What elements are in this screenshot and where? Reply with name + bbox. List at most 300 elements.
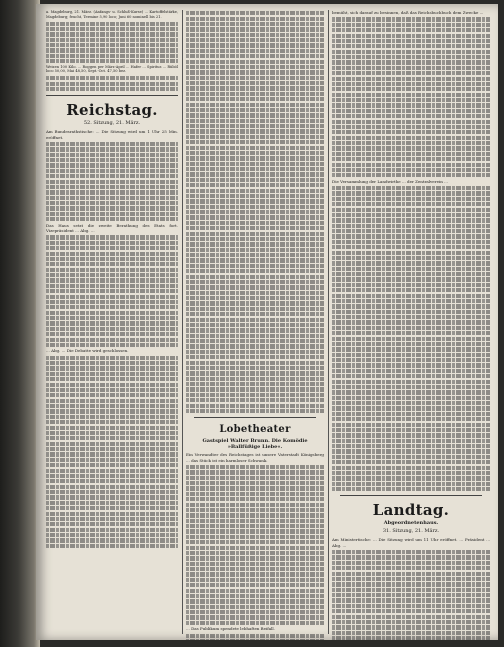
text-line — [332, 277, 490, 281]
text-line — [46, 388, 178, 392]
text-line — [46, 409, 178, 413]
text-line — [186, 162, 324, 166]
text-line — [332, 17, 490, 21]
text-line — [186, 350, 324, 354]
text-line — [186, 17, 324, 21]
text-line — [186, 11, 324, 15]
landtag-session: 31. Sitzung, 21. März. — [382, 528, 440, 535]
text-line — [46, 185, 178, 189]
column-3 — [332, 10, 490, 640]
text-line — [332, 428, 490, 432]
text-line — [332, 315, 490, 319]
text-line — [186, 497, 324, 501]
text-line — [46, 321, 178, 325]
text-line — [332, 385, 490, 389]
text-line — [332, 103, 490, 107]
text-line — [332, 87, 490, 91]
text-line — [186, 355, 324, 359]
text-line — [332, 125, 490, 129]
text-line — [186, 572, 324, 576]
text-line — [186, 476, 324, 480]
text-line — [186, 178, 324, 182]
text-line — [332, 240, 490, 244]
text-line — [186, 328, 324, 332]
text-line — [332, 566, 490, 570]
text-line — [46, 241, 178, 245]
text-line — [332, 256, 490, 260]
text-line — [186, 65, 324, 69]
text-line — [46, 32, 178, 36]
text-line — [186, 398, 324, 402]
text-line — [186, 307, 324, 311]
text-line — [332, 396, 490, 400]
theater-review-paragraph-2: ... Das Publikum spendete lebhaften Beifall. — [186, 626, 275, 632]
text-line — [332, 555, 490, 559]
text-line — [46, 268, 178, 272]
text-line — [46, 361, 178, 365]
text-line — [186, 27, 324, 31]
text-line — [186, 377, 324, 381]
text-line — [332, 251, 490, 255]
text-line — [332, 109, 490, 113]
text-line — [46, 517, 178, 521]
text-line — [186, 275, 324, 279]
text-line — [46, 82, 178, 86]
text-line — [46, 501, 178, 505]
text-line — [46, 383, 178, 387]
text-line — [46, 235, 178, 239]
reichstag-heading: Reichstag. — [66, 101, 158, 120]
text-line — [186, 605, 324, 609]
text-line — [186, 465, 324, 469]
text-line — [186, 232, 324, 236]
text-line — [46, 257, 178, 261]
text-line — [186, 594, 324, 598]
text-line — [332, 294, 490, 298]
text-line — [332, 326, 490, 330]
text-line — [332, 304, 490, 308]
text-line — [46, 327, 178, 331]
text-line — [46, 22, 178, 26]
text-line — [332, 245, 490, 249]
text-line — [332, 455, 490, 459]
divider — [46, 95, 178, 96]
text-line — [46, 262, 178, 266]
text-line — [46, 201, 178, 205]
text-line — [46, 27, 178, 31]
text-line — [186, 248, 324, 252]
text-line — [46, 300, 178, 304]
text-line — [332, 358, 490, 362]
text-line — [186, 634, 324, 638]
text-line — [46, 506, 178, 510]
text-line — [186, 43, 324, 47]
text-line — [186, 409, 324, 413]
text-line — [186, 599, 324, 603]
text-line — [46, 528, 178, 532]
text-line — [332, 267, 490, 271]
text-line — [46, 377, 178, 381]
text-line — [46, 142, 178, 146]
text-line — [332, 218, 490, 222]
text-line — [186, 33, 324, 37]
text-line — [46, 190, 178, 194]
text-line — [46, 180, 178, 184]
text-line — [332, 202, 490, 206]
text-line — [46, 485, 178, 489]
text-line — [186, 615, 324, 619]
text-line — [186, 387, 324, 391]
text-line — [46, 311, 178, 315]
text-line — [332, 136, 490, 140]
text-line — [186, 129, 324, 133]
text-line — [46, 332, 178, 336]
text-line — [332, 342, 490, 346]
text-line — [186, 301, 324, 305]
text-line — [332, 186, 490, 190]
text-line — [46, 43, 178, 47]
text-line — [186, 210, 324, 214]
text-line — [332, 157, 490, 161]
text-line — [46, 338, 178, 342]
text-line — [332, 163, 490, 167]
text-line — [332, 401, 490, 405]
text-line — [332, 550, 490, 554]
landtag-heading: Landtag. — [372, 501, 450, 520]
text-line — [186, 361, 324, 365]
text-line — [186, 339, 324, 343]
text-line — [186, 486, 324, 490]
text-line — [186, 551, 324, 555]
lobetheater-heading: Lobetheater — [219, 424, 291, 436]
newspaper-page — [36, 4, 498, 640]
text-line — [186, 470, 324, 474]
text-line — [186, 172, 324, 176]
text-line — [186, 140, 324, 144]
text-line — [186, 371, 324, 375]
reichstag-paragraph-3: ... Abg. ... Die Debatte wird geschlossen. — [46, 348, 129, 354]
text-line — [186, 258, 324, 262]
text-line — [332, 353, 490, 357]
text-line — [332, 98, 490, 102]
text-line — [332, 449, 490, 453]
text-line — [46, 153, 178, 157]
text-line — [332, 299, 490, 303]
column-2 — [186, 10, 324, 640]
text-line — [46, 196, 178, 200]
text-line — [186, 291, 324, 295]
text-line — [332, 636, 490, 640]
landtag-subheading: Abgeordnetenhaus. — [383, 520, 439, 527]
text-line — [186, 151, 324, 155]
text-line — [186, 124, 324, 128]
text-line — [332, 482, 490, 486]
text-line — [332, 55, 490, 59]
text-line — [332, 369, 490, 373]
reichstag-paragraph-1: Am Bundesrathstische: ... Die Sitzung wird um 1 Uhr 25 Min. eröffnet. — [46, 129, 178, 140]
text-line — [186, 97, 324, 101]
text-line — [186, 76, 324, 80]
text-line — [46, 399, 178, 403]
text-line — [332, 363, 490, 367]
text-line — [332, 39, 490, 43]
text-line — [332, 615, 490, 619]
text-line — [332, 208, 490, 212]
reichstag-session: 52. Sitzung, 21. März. — [83, 120, 141, 127]
text-line — [46, 48, 178, 52]
scan-binding-edge — [0, 0, 40, 647]
text-line — [186, 108, 324, 112]
text-line — [332, 234, 490, 238]
text-line — [46, 246, 178, 250]
column-3-paragraph-1: bemüht, sich darauf zu besinnen, daß das Reichsbuchbuch dem Zwecke ... — [332, 10, 484, 15]
text-line — [186, 492, 324, 496]
text-line — [46, 295, 178, 299]
text-line — [46, 490, 178, 494]
text-line — [332, 406, 490, 410]
text-line — [332, 466, 490, 470]
text-line — [332, 130, 490, 134]
text-line — [332, 625, 490, 629]
text-line — [186, 146, 324, 150]
text-line — [332, 572, 490, 576]
text-line — [46, 538, 178, 542]
text-line — [186, 535, 324, 539]
text-line — [46, 278, 178, 282]
column-3-paragraph-2: Die Versammlung der Landwirthe ... der Zentralverein ... — [332, 178, 448, 184]
text-line — [332, 93, 490, 97]
theater-review-paragraph-1: Ein Verwandter des Reichstages ist unsere Vaterstadt Königsberg ... das Stück ist ein harmloser Schwank. — [186, 452, 324, 463]
text-line — [186, 156, 324, 160]
text-line — [46, 289, 178, 293]
text-line — [332, 598, 490, 602]
text-line — [186, 264, 324, 268]
text-line — [332, 337, 490, 341]
text-line — [46, 59, 178, 63]
text-line — [332, 34, 490, 38]
text-line — [186, 183, 324, 187]
text-line — [332, 417, 490, 421]
text-line — [332, 191, 490, 195]
text-line — [186, 92, 324, 96]
text-line — [332, 288, 490, 292]
text-line — [332, 23, 490, 27]
text-line — [332, 261, 490, 265]
text-line — [46, 512, 178, 516]
text-line — [186, 393, 324, 397]
text-line — [186, 567, 324, 571]
text-line — [186, 610, 324, 614]
text-line — [46, 252, 178, 256]
text-line — [186, 312, 324, 316]
text-line — [186, 503, 324, 507]
text-line — [46, 147, 178, 151]
text-line — [46, 469, 178, 473]
text-line — [332, 141, 490, 145]
landtag-paragraph-1: Am Ministertische: ... Die Sitzung wird um 11 Uhr eröffnet. ... Präsident ... Abg. ... — [332, 537, 490, 548]
text-line — [46, 533, 178, 537]
text-line — [46, 174, 178, 178]
text-line — [332, 374, 490, 378]
text-line — [332, 213, 490, 217]
text-line — [332, 77, 490, 81]
text-line — [186, 404, 324, 408]
text-line — [332, 380, 490, 384]
text-line — [46, 479, 178, 483]
text-line — [186, 221, 324, 225]
text-line — [46, 343, 178, 347]
text-line — [186, 86, 324, 90]
text-line — [332, 582, 490, 586]
text-line — [186, 205, 324, 209]
text-line — [332, 433, 490, 437]
text-line — [46, 206, 178, 210]
text-line — [332, 439, 490, 443]
text-line — [46, 447, 178, 451]
column-1 — [46, 10, 178, 549]
text-line — [332, 28, 490, 32]
text-line — [46, 217, 178, 221]
text-line — [46, 436, 178, 440]
reichstag-paragraph-2: Das Haus setzt die zweite Berathung des Etats fort. Vizepräsident ... Abg. ... — [46, 222, 178, 233]
text-line — [332, 604, 490, 608]
text-line — [186, 189, 324, 193]
text-line — [186, 54, 324, 58]
text-line — [46, 212, 178, 216]
text-line — [46, 372, 178, 376]
text-line — [186, 119, 324, 123]
text-line — [46, 544, 178, 548]
text-line — [332, 561, 490, 565]
text-line — [332, 577, 490, 581]
text-line — [46, 54, 178, 58]
text-line — [332, 423, 490, 427]
text-line — [186, 639, 324, 640]
market-report-grain: Weizen 100 Kilo. ... Roggen per März-April ... Hafer ... Spiritus ... Rüböl loco 50,00, Mai 48,50, Sept.-Oct. 47,50 bez. — [46, 64, 178, 74]
text-line — [186, 81, 324, 85]
text-line — [186, 280, 324, 284]
text-line — [46, 415, 178, 419]
text-line — [46, 426, 178, 430]
text-line — [332, 476, 490, 480]
text-line — [186, 513, 324, 517]
text-line — [332, 146, 490, 150]
text-line — [186, 60, 324, 64]
divider — [194, 417, 316, 418]
text-line — [186, 135, 324, 139]
text-line — [46, 442, 178, 446]
text-line — [332, 60, 490, 64]
text-line — [186, 334, 324, 338]
text-line — [332, 331, 490, 335]
text-line — [46, 366, 178, 370]
text-line — [186, 253, 324, 257]
text-line — [46, 316, 178, 320]
text-line — [332, 487, 490, 491]
text-line — [46, 522, 178, 526]
text-line — [332, 229, 490, 233]
text-line — [46, 305, 178, 309]
text-line — [46, 404, 178, 408]
text-line — [186, 285, 324, 289]
text-line — [332, 620, 490, 624]
text-line — [46, 431, 178, 435]
text-line — [332, 444, 490, 448]
divider — [340, 495, 482, 496]
text-line — [332, 631, 490, 635]
text-line — [186, 529, 324, 533]
text-line — [186, 583, 324, 587]
text-line — [332, 310, 490, 314]
text-line — [186, 318, 324, 322]
text-line — [332, 50, 490, 54]
text-line — [186, 481, 324, 485]
text-line — [186, 344, 324, 348]
text-line — [332, 471, 490, 475]
text-line — [46, 452, 178, 456]
text-line — [332, 168, 490, 172]
text-line — [186, 103, 324, 107]
text-line — [186, 366, 324, 370]
text-line — [332, 82, 490, 86]
text-line — [332, 460, 490, 464]
text-line — [186, 296, 324, 300]
text-line — [332, 412, 490, 416]
text-line — [186, 242, 324, 246]
text-line — [46, 356, 178, 360]
market-report-top: a. Magdeburg, 21. März. (Anfangs- u. Schluß-Kurse) ... Kartoffelstärke, Magdeburg; feucht, Termine 5,90 loco; Juni 60 nominell bis 21. — [46, 10, 178, 19]
text-line — [46, 284, 178, 288]
text-line — [46, 38, 178, 42]
text-line — [332, 66, 490, 70]
text-line — [186, 546, 324, 550]
text-line — [186, 621, 324, 625]
text-line — [332, 114, 490, 118]
text-line — [332, 347, 490, 351]
text-line — [332, 390, 490, 394]
text-line — [46, 463, 178, 467]
text-line — [186, 194, 324, 198]
text-line — [186, 215, 324, 219]
column-rule — [328, 10, 329, 634]
text-line — [186, 49, 324, 53]
text-line — [186, 589, 324, 593]
text-line — [332, 71, 490, 75]
text-line — [332, 152, 490, 156]
text-line — [332, 44, 490, 48]
column-rule — [182, 10, 183, 634]
text-line — [332, 272, 490, 276]
text-line — [46, 495, 178, 499]
text-line — [186, 540, 324, 544]
text-line — [46, 474, 178, 478]
text-line — [332, 197, 490, 201]
lobetheater-subheading: Gastspiel Walter Brunn. Die Komödie »Ballfüßige Liebe«. — [202, 438, 308, 451]
text-line — [186, 519, 324, 523]
text-line — [186, 167, 324, 171]
text-line — [46, 158, 178, 162]
text-line — [186, 524, 324, 528]
text-line — [186, 382, 324, 386]
text-line — [186, 508, 324, 512]
text-line — [332, 173, 490, 177]
text-line — [332, 593, 490, 597]
text-line — [186, 70, 324, 74]
text-line — [186, 323, 324, 327]
text-line — [46, 420, 178, 424]
text-line — [46, 87, 178, 91]
text-line — [46, 458, 178, 462]
